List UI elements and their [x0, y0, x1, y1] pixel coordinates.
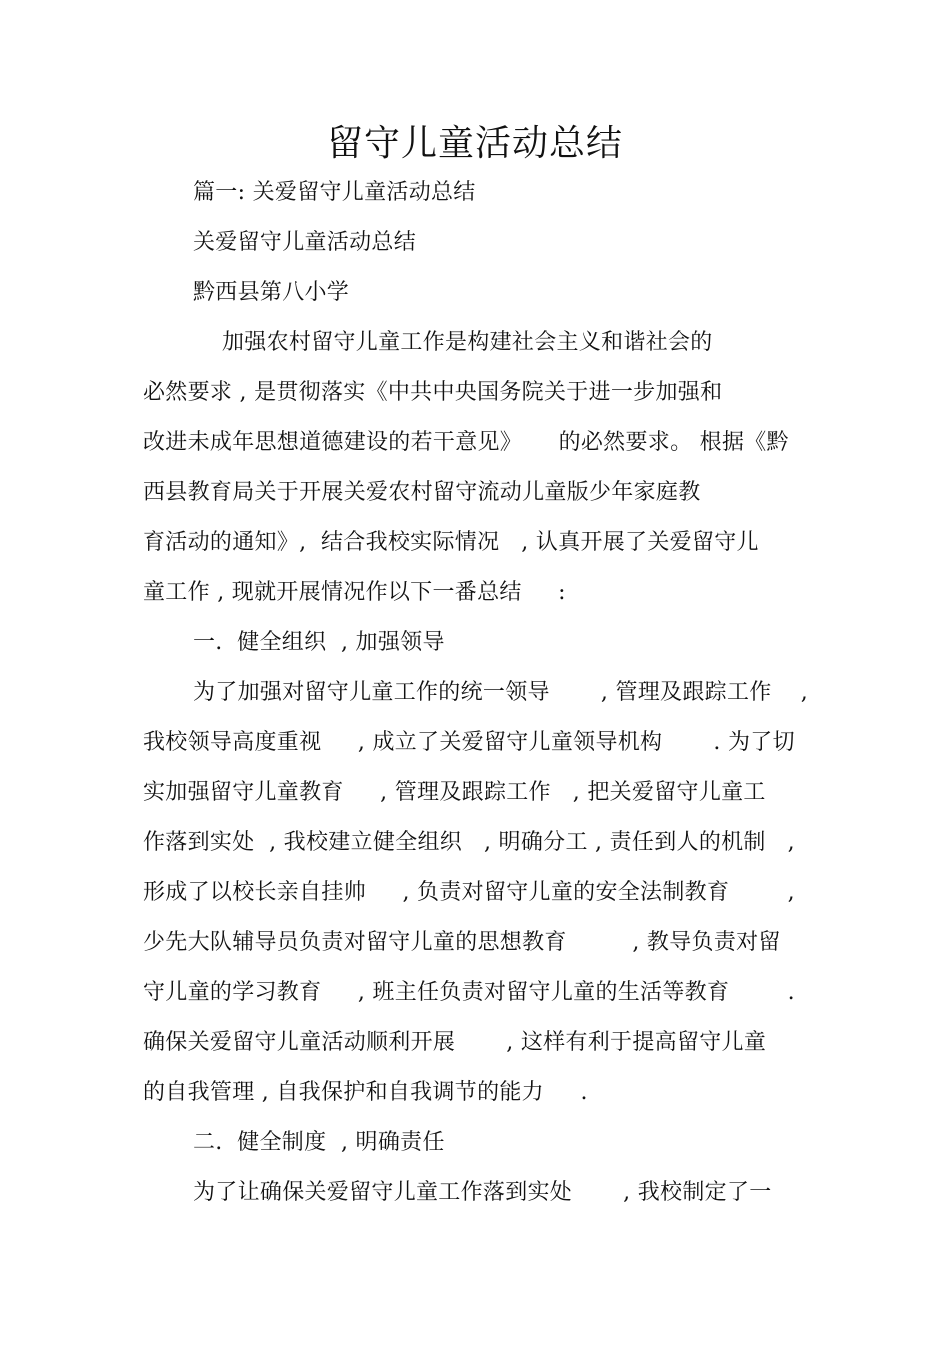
subtitle: 关爱留守儿童活动总结 [193, 230, 417, 255]
paragraph-line: 童工作 , 现就开展情况作以下一番总结 : [143, 580, 566, 605]
paragraph-line: 守儿童的学习教育 , 班主任负责对留守儿童的生活等教育 . [143, 980, 795, 1005]
paragraph-line: 确保关爱留守儿童活动顺利开展 , 这样有利于提高留守儿童 [143, 1030, 767, 1055]
paragraph-line: 西县教育局关于开展关爱农村留守流动儿童版少年家庭教 [143, 480, 701, 505]
paragraph-line: 改进未成年思想道德建设的若干意见》 的必然要求。 根据《黔 [143, 430, 789, 455]
section-heading-2: 二. 健全制度 , 明确责任 [193, 1130, 445, 1155]
paragraph-line: 形成了以校长亲自挂帅 , 负责对留守儿童的安全法制教育 , [143, 880, 795, 905]
paragraph-line: 少先大队辅导员负责对留守儿童的思想教育 , 教导负责对留 [143, 930, 781, 955]
paragraph-line: 必然要求 , 是贯彻落实《中共中央国务院关于进一步加强和 [143, 380, 723, 405]
paragraph-line: 育活动的通知》, 结合我校实际情况 , 认真开展了关爱留守儿 [143, 530, 759, 555]
paragraph-line: 加强农村留守儿童工作是构建社会主义和谐社会的 [222, 330, 713, 355]
paragraph-line: 实加强留守儿童教育 , 管理及跟踪工作 , 把关爱留守儿童工 [143, 780, 766, 805]
paragraph-line: 为了让确保关爱留守儿童工作落到实处 , 我校制定了一 [193, 1180, 772, 1205]
paragraph-line: 为了加强对留守儿童工作的统一领导 , 管理及跟踪工作 , [193, 680, 809, 705]
paragraph-line: 的自我管理 , 自我保护和自我调节的能力 . [143, 1080, 588, 1105]
paragraph-line: 作落到实处 , 我校建立健全组织 , 明确分工 , 责任到人的机制 , [143, 830, 795, 855]
document-title: 留守儿童活动总结 [326, 123, 623, 164]
section-heading-1: 一. 健全组织 , 加强领导 [193, 630, 445, 655]
section-heading: 篇一: 关爱留守儿童活动总结 [193, 180, 476, 205]
paragraph-line: 我校领导高度重视 , 成立了关爱留守儿童领导机构 . 为了切 [143, 730, 795, 755]
author-school: 黔西县第八小学 [193, 280, 350, 305]
